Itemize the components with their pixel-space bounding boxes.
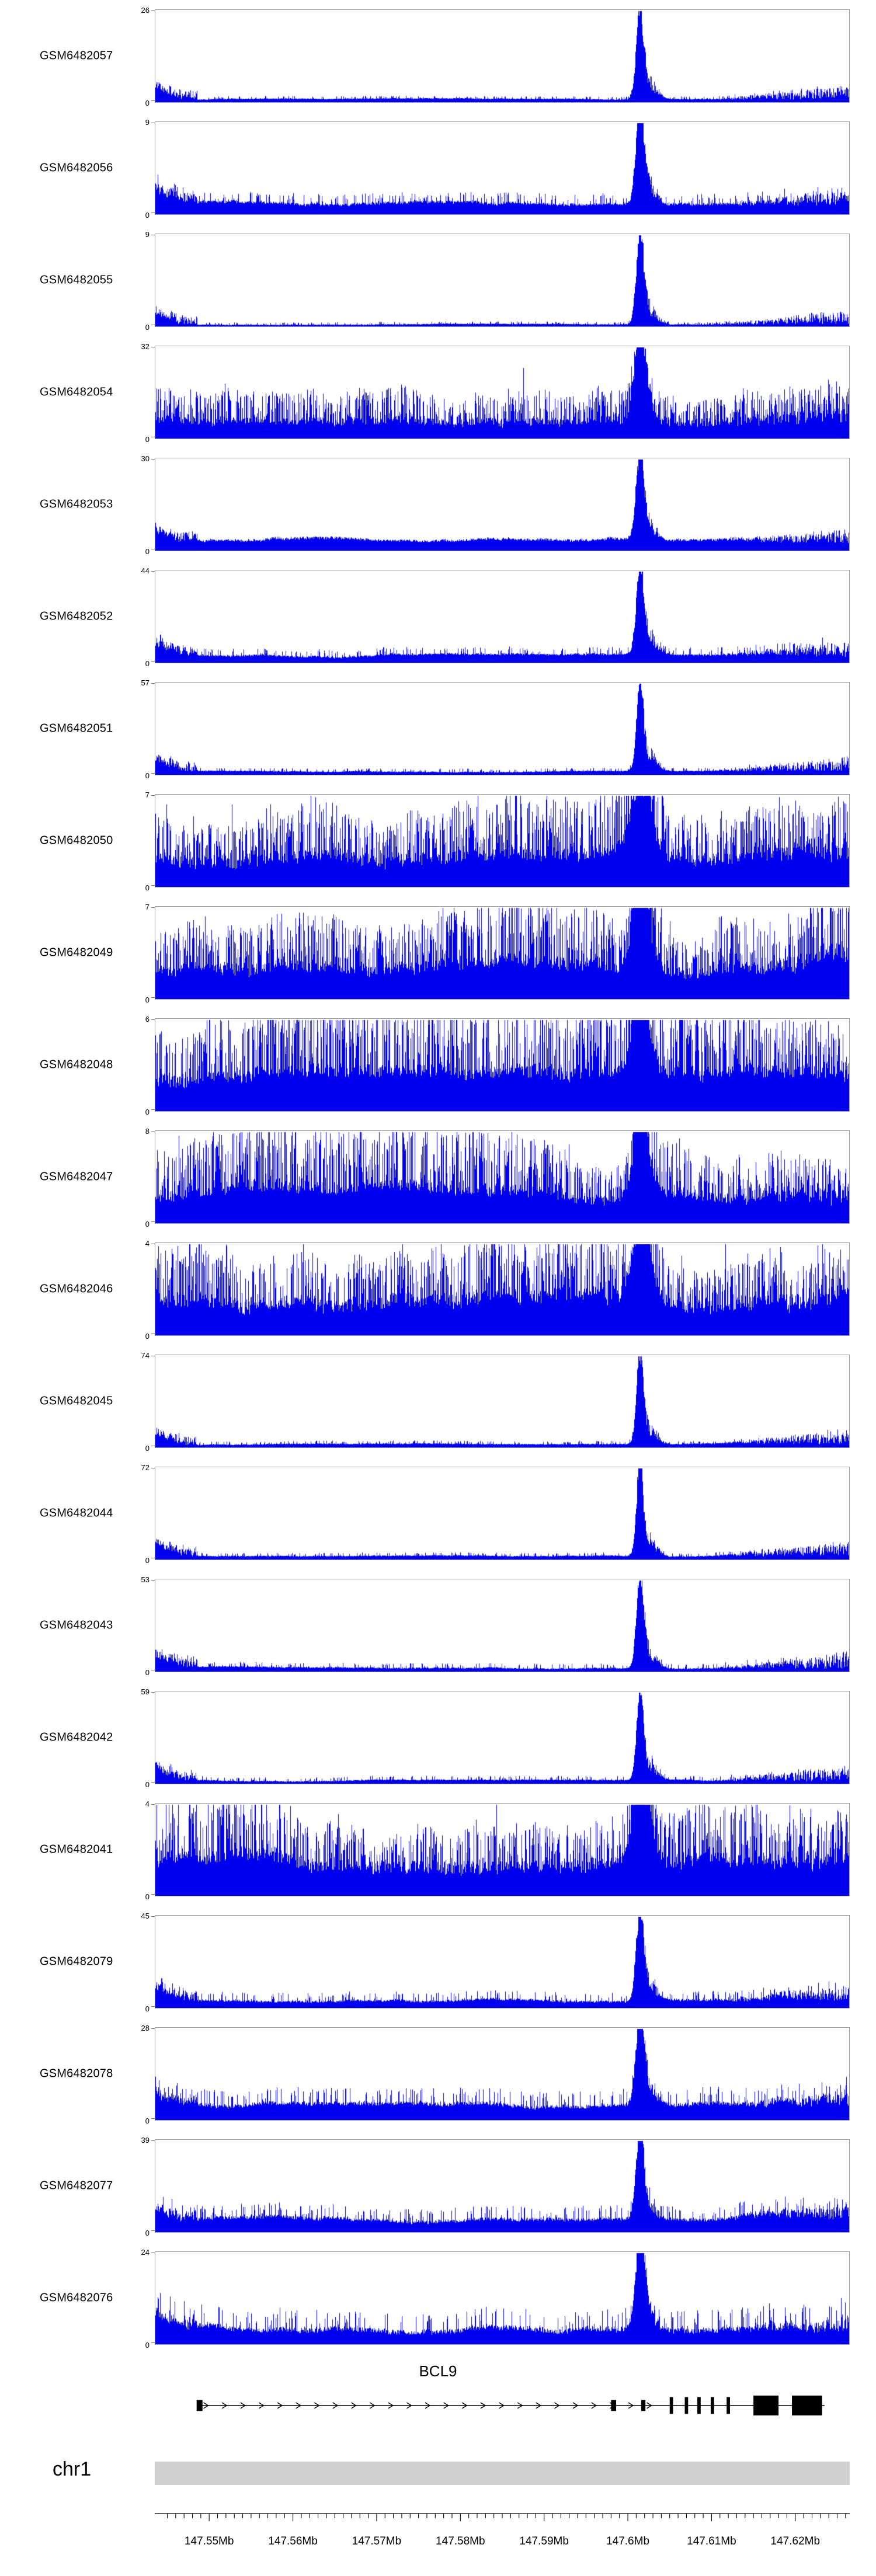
track-axis-min-label: 0 — [145, 1332, 150, 1341]
axis-tick-label: 147.59Mb — [519, 2535, 569, 2547]
track-plot-area — [155, 906, 850, 1000]
track-axis-min-label: 0 — [145, 1444, 150, 1453]
coverage-track — [0, 1906, 876, 2018]
track-axis-min-label: 0 — [145, 1220, 150, 1228]
track-coverage-canvas — [155, 2140, 849, 2232]
track-sample-label: GSM6482050 — [40, 834, 113, 847]
track-axis-max-label: 6 — [145, 1015, 150, 1024]
track-coverage-canvas — [155, 683, 849, 775]
track-axis-min-label: 0 — [145, 2117, 150, 2125]
track-axis-max-label: 4 — [145, 1799, 150, 1808]
coverage-track — [0, 2018, 876, 2130]
track-plot-area — [155, 794, 850, 887]
coverage-track — [0, 1345, 876, 1457]
track-sample-label: GSM6482047 — [40, 1170, 113, 1183]
track-axis-min-label: 0 — [145, 1556, 150, 1565]
track-sample-label: GSM6482052 — [40, 610, 113, 623]
track-plot-area — [155, 1915, 850, 2008]
track-plot-area — [155, 1242, 850, 1336]
track-axis-max-label: 53 — [141, 1575, 150, 1584]
track-coverage-canvas — [155, 1916, 849, 2008]
track-axis-max-label: 7 — [145, 903, 150, 911]
track-coverage-canvas — [155, 1467, 849, 1559]
track-axis-min-label: 0 — [145, 2004, 150, 2013]
track-coverage-canvas — [155, 2028, 849, 2120]
track-sample-label: GSM6482056 — [40, 161, 113, 175]
track-axis-min-label: 0 — [145, 547, 150, 556]
track-coverage-canvas — [155, 1579, 849, 1672]
track-sample-label: GSM6482077 — [40, 2179, 113, 2192]
track-coverage-canvas — [155, 2252, 849, 2344]
track-axis-min-label: 0 — [145, 2229, 150, 2237]
track-sample-label: GSM6482048 — [40, 1058, 113, 1071]
track-axis-max-label: 28 — [141, 2024, 150, 2032]
track-sample-label: GSM6482044 — [40, 1506, 113, 1520]
track-axis-max-label: 24 — [141, 2248, 150, 2257]
track-axis-min-label: 0 — [145, 2341, 150, 2349]
track-axis-min-label: 0 — [145, 771, 150, 780]
track-sample-label: GSM6482046 — [40, 1282, 113, 1296]
coverage-track — [0, 1457, 876, 1569]
track-axis-max-label: 72 — [141, 1463, 150, 1472]
coverage-track — [0, 336, 876, 448]
axis-tick-label: 147.56Mb — [268, 2535, 318, 2547]
chromosome-ideogram-panel — [0, 2442, 876, 2512]
coverage-track — [0, 1682, 876, 1794]
track-axis-max-label: 59 — [141, 1687, 150, 1696]
track-plot-area — [155, 2027, 850, 2121]
coverage-track — [0, 1121, 876, 1233]
track-coverage-canvas — [155, 346, 849, 438]
axis-tick-label: 147.55Mb — [184, 2535, 234, 2547]
coverage-track — [0, 1569, 876, 1682]
track-axis-min-label: 0 — [145, 435, 150, 444]
chromosome-ideogram-bar — [155, 2462, 850, 2485]
track-axis-max-label: 9 — [145, 230, 150, 239]
track-coverage-canvas — [155, 122, 849, 214]
track-axis-min-label: 0 — [145, 883, 150, 892]
track-plot-area — [155, 234, 850, 327]
genomic-axis-panel — [0, 2512, 876, 2576]
coverage-track — [0, 2130, 876, 2242]
track-plot-area — [155, 458, 850, 551]
track-plot-area — [155, 1803, 850, 1896]
coverage-track — [0, 1233, 876, 1345]
track-sample-label: GSM6482076 — [40, 2291, 113, 2305]
track-sample-label: GSM6482079 — [40, 1955, 113, 1968]
track-plot-area — [155, 2251, 850, 2345]
track-axis-min-label: 0 — [145, 1892, 150, 1901]
track-sample-label: GSM6482049 — [40, 946, 113, 959]
track-coverage-canvas — [155, 795, 849, 887]
track-plot-area — [155, 570, 850, 663]
track-plot-area — [155, 1130, 850, 1224]
track-axis-min-label: 0 — [145, 1668, 150, 1677]
track-axis-min-label: 0 — [145, 1108, 150, 1116]
track-plot-area — [155, 1355, 850, 1448]
track-axis-min-label: 0 — [145, 99, 150, 107]
coverage-track — [0, 2242, 876, 2354]
track-coverage-canvas — [155, 1804, 849, 1896]
axis-tick-label: 147.61Mb — [687, 2535, 736, 2547]
track-axis-max-label: 4 — [145, 1239, 150, 1248]
gene-model-diagram — [155, 2384, 850, 2427]
track-plot-area — [155, 1467, 850, 1560]
track-coverage-canvas — [155, 458, 849, 551]
track-plot-area — [155, 1579, 850, 1672]
track-coverage-canvas — [155, 234, 849, 326]
track-coverage-canvas — [155, 907, 849, 999]
track-sample-label: GSM6482053 — [40, 497, 113, 511]
track-axis-max-label: 44 — [141, 566, 150, 575]
track-plot-area — [155, 9, 850, 103]
track-axis-max-label: 7 — [145, 791, 150, 799]
axis-tick-label: 147.62Mb — [770, 2535, 821, 2547]
track-axis-max-label: 32 — [141, 342, 150, 351]
track-sample-label: GSM6482078 — [40, 2067, 113, 2080]
axis-tick-label: 147.57Mb — [352, 2535, 402, 2547]
track-sample-label: GSM6482042 — [40, 1731, 113, 1744]
track-axis-min-label: 0 — [145, 659, 150, 668]
coverage-track — [0, 897, 876, 1009]
track-axis-max-label: 74 — [141, 1351, 150, 1360]
track-axis-max-label: 26 — [141, 6, 150, 15]
coverage-track — [0, 224, 876, 336]
chromosome-label: chr1 — [53, 2458, 92, 2480]
track-plot-area — [155, 682, 850, 775]
track-axis-min-label: 0 — [145, 211, 150, 220]
track-axis-min-label: 0 — [145, 323, 150, 332]
track-axis-max-label: 30 — [141, 454, 150, 463]
track-sample-label: GSM6482057 — [40, 49, 113, 62]
track-coverage-canvas — [155, 1019, 849, 1111]
track-coverage-canvas — [155, 570, 849, 663]
track-sample-label: GSM6482041 — [40, 1843, 113, 1856]
axis-tick-label: 147.6Mb — [606, 2535, 650, 2547]
coverage-track — [0, 1794, 876, 1906]
coverage-track — [0, 1009, 876, 1121]
axis-ticks — [155, 2512, 850, 2553]
track-coverage-canvas — [155, 1691, 849, 1784]
track-axis-min-label: 0 — [145, 1780, 150, 1789]
coverage-track — [0, 448, 876, 561]
track-coverage-canvas — [155, 1131, 849, 1223]
track-sample-label: GSM6482045 — [40, 1394, 113, 1408]
track-axis-max-label: 9 — [145, 118, 150, 127]
coverage-track — [0, 0, 876, 112]
coverage-track — [0, 785, 876, 897]
coverage-track — [0, 112, 876, 224]
coverage-track — [0, 673, 876, 785]
track-sample-label: GSM6482054 — [40, 385, 113, 399]
track-sample-label: GSM6482043 — [40, 1618, 113, 1632]
track-axis-max-label: 45 — [141, 1912, 150, 1920]
track-coverage-canvas — [155, 1243, 849, 1335]
track-axis-min-label: 0 — [145, 995, 150, 1004]
track-plot-area — [155, 2139, 850, 2233]
track-plot-area — [155, 346, 850, 439]
track-sample-label: GSM6482051 — [40, 722, 113, 735]
track-coverage-canvas — [155, 10, 849, 102]
track-coverage-canvas — [155, 1355, 849, 1447]
track-axis-max-label: 39 — [141, 2136, 150, 2145]
gene-name-label: BCL9 — [419, 2362, 457, 2380]
track-plot-area — [155, 1018, 850, 1112]
axis-tick-label: 147.58Mb — [436, 2535, 485, 2547]
track-axis-max-label: 57 — [141, 678, 150, 687]
track-axis-max-label: 8 — [145, 1127, 150, 1136]
coverage-track — [0, 561, 876, 673]
gene-model-panel — [0, 2354, 876, 2442]
track-plot-area — [155, 121, 850, 215]
track-sample-label: GSM6482055 — [40, 273, 113, 287]
track-plot-area — [155, 1691, 850, 1784]
